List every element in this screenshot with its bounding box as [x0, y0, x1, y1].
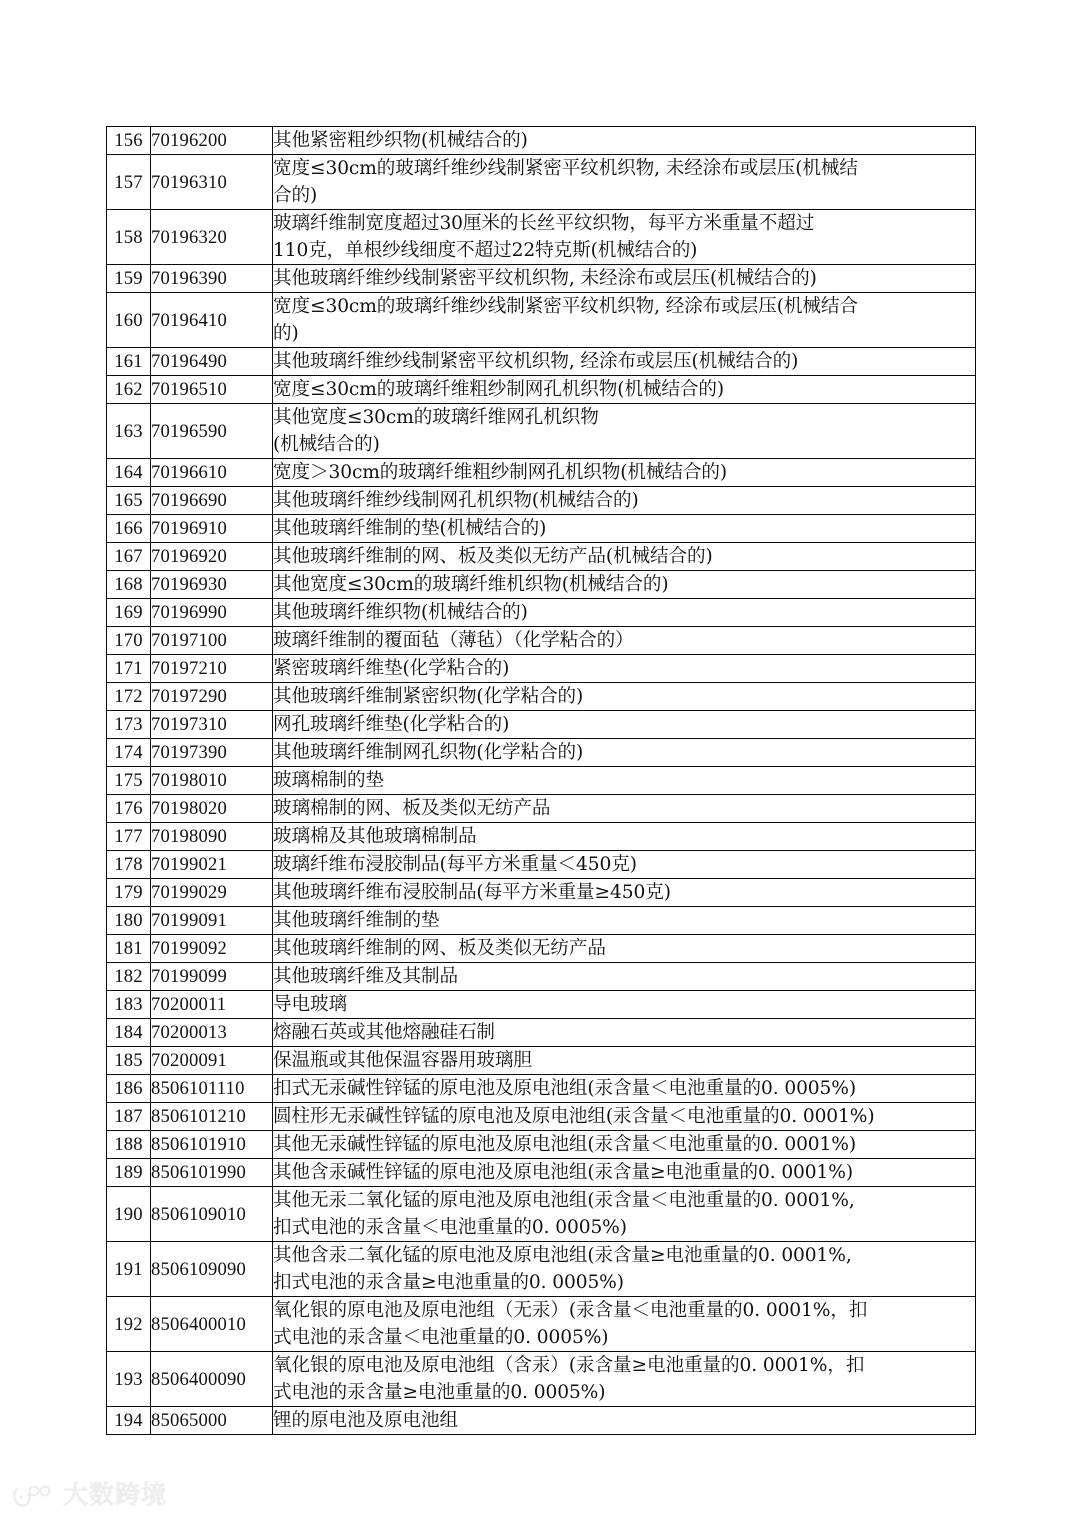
description-cell: [273, 991, 976, 1019]
description-cell: [273, 1242, 976, 1297]
description-cell: [273, 1352, 976, 1407]
description-line: 式电池的汞含量＜电池重量的0. 0005%): [273, 1327, 609, 1348]
row-index-cell: 166: [107, 515, 151, 543]
row-index-cell: 164: [107, 459, 151, 487]
table-row: [107, 1019, 976, 1047]
table-row: [107, 1297, 976, 1352]
table-row: [107, 823, 976, 851]
hs-code-cell: 8506101990: [151, 1159, 273, 1187]
description-line: 玻璃纤维布浸胶制品(每平方米重量＜450克): [273, 854, 637, 875]
row-index-cell: 188: [107, 1131, 151, 1159]
table-row: [107, 1187, 976, 1242]
row-index-cell: 165: [107, 487, 151, 515]
row-index-cell: 178: [107, 851, 151, 879]
row-index-cell: 163: [107, 404, 151, 459]
hs-code-cell: 70196410: [151, 293, 273, 348]
description-cell: [273, 293, 976, 348]
description-line: 其他玻璃纤维制的网、板及类似无纺产品: [273, 938, 606, 959]
row-index-cell: 160: [107, 293, 151, 348]
row-index-cell: 176: [107, 795, 151, 823]
row-index-cell: 186: [107, 1075, 151, 1103]
description-line: 玻璃纤维制宽度超过30厘米的长丝平纹织物，每平方米重量不超过: [273, 213, 815, 234]
description-line: 网孔玻璃纤维垫(化学粘合的): [273, 714, 510, 735]
hs-code-cell: 70199099: [151, 963, 273, 991]
row-index-cell: 191: [107, 1242, 151, 1297]
description-cell: [273, 739, 976, 767]
table-row: [107, 1075, 976, 1103]
description-cell: [273, 711, 976, 739]
hs-code-cell: 8506101110: [151, 1075, 273, 1103]
description-line: 玻璃棉及其他玻璃棉制品: [273, 826, 477, 847]
row-index-cell: 181: [107, 935, 151, 963]
description-cell: [273, 404, 976, 459]
hs-code-cell: 70197210: [151, 655, 273, 683]
hs-code-cell: 70196610: [151, 459, 273, 487]
table-row: [107, 935, 976, 963]
row-index-cell: 168: [107, 571, 151, 599]
hs-code-cell: 70200091: [151, 1047, 273, 1075]
description-line: 式电池的汞含量≥电池重量的0. 0005%): [273, 1382, 606, 1403]
description-line: 宽度≤30cm的玻璃纤维粗纱制网孔机织物(机械结合的): [273, 379, 724, 400]
hs-code-table-container: [106, 126, 975, 1435]
description-line: 宽度≤30cm的玻璃纤维纱线制紧密平纹机织物, 经涂布或层压(机械结合: [273, 296, 858, 317]
table-row: [107, 627, 976, 655]
hs-code-table: [106, 126, 976, 1435]
description-cell: [273, 935, 976, 963]
description-cell: [273, 627, 976, 655]
description-cell: [273, 265, 976, 293]
row-index-cell: 169: [107, 599, 151, 627]
table-row: [107, 1242, 976, 1297]
table-row: [107, 795, 976, 823]
description-line: 合的): [273, 185, 318, 206]
table-row: [107, 155, 976, 210]
description-line: 其他无汞二氧化锰的原电池及原电池组(汞含量＜电池重量的0. 0001%,: [273, 1190, 855, 1211]
table-row: [107, 851, 976, 879]
description-line: 其他玻璃纤维纱线制紧密平纹机织物, 经涂布或层压(机械结合的): [273, 351, 799, 372]
table-row: [107, 599, 976, 627]
description-cell: [273, 655, 976, 683]
row-index-cell: 158: [107, 210, 151, 265]
row-index-cell: 190: [107, 1187, 151, 1242]
description-cell: [273, 155, 976, 210]
table-row: [107, 404, 976, 459]
description-cell: [273, 487, 976, 515]
row-index-cell: 177: [107, 823, 151, 851]
hs-code-cell: 70196690: [151, 487, 273, 515]
table-row: [107, 655, 976, 683]
row-index-cell: 173: [107, 711, 151, 739]
row-index-cell: 183: [107, 991, 151, 1019]
row-index-cell: 185: [107, 1047, 151, 1075]
table-row: [107, 1407, 976, 1435]
description-line: 氧化银的原电池及原电池组（无汞）(汞含量＜电池重量的0. 0001%，扣: [273, 1300, 868, 1321]
hs-code-cell: 70196920: [151, 543, 273, 571]
description-cell: [273, 767, 976, 795]
description-cell: [273, 879, 976, 907]
description-line: 其他玻璃纤维制的垫: [273, 910, 440, 931]
row-index-cell: 184: [107, 1019, 151, 1047]
description-cell: [273, 795, 976, 823]
description-cell: [273, 1103, 976, 1131]
dashu-logo-icon: [12, 1482, 56, 1508]
hs-code-cell: 70198090: [151, 823, 273, 851]
hs-code-cell: 70197100: [151, 627, 273, 655]
watermark-text: 大数跨境: [63, 1480, 168, 1509]
table-row: [107, 1103, 976, 1131]
table-row: [107, 767, 976, 795]
table-row: [107, 907, 976, 935]
description-line: 熔融石英或其他熔融硅石制: [273, 1022, 495, 1043]
table-row: [107, 293, 976, 348]
hs-code-cell: 8506400010: [151, 1297, 273, 1352]
hs-code-cell: 8506109090: [151, 1242, 273, 1297]
hs-code-cell: 70196990: [151, 599, 273, 627]
description-line: 其他玻璃纤维纱线制网孔机织物(机械结合的): [273, 490, 639, 511]
hs-code-cell: 70199091: [151, 907, 273, 935]
table-row: [107, 739, 976, 767]
description-cell: [273, 127, 976, 155]
description-cell: [273, 1187, 976, 1242]
table-row: [107, 543, 976, 571]
description-line: 的): [273, 323, 299, 344]
hs-code-cell: 8506400090: [151, 1352, 273, 1407]
hs-code-cell: 8506101210: [151, 1103, 273, 1131]
description-line: 其他玻璃纤维纱线制紧密平纹机织物, 未经涂布或层压(机械结合的): [273, 268, 817, 289]
table-row: [107, 265, 976, 293]
description-cell: [273, 683, 976, 711]
hs-code-cell: 70196510: [151, 376, 273, 404]
row-index-cell: 167: [107, 543, 151, 571]
description-cell: [273, 1159, 976, 1187]
hs-code-cell: 70196490: [151, 348, 273, 376]
hs-code-cell: 70200011: [151, 991, 273, 1019]
description-line: 锂的原电池及原电池组: [273, 1410, 458, 1431]
watermark: [12, 1482, 167, 1508]
table-row: [107, 1047, 976, 1075]
hs-code-cell: 70196590: [151, 404, 273, 459]
row-index-cell: 172: [107, 683, 151, 711]
row-index-cell: 187: [107, 1103, 151, 1131]
hs-code-cell: 8506109010: [151, 1187, 273, 1242]
hs-code-cell: 70198010: [151, 767, 273, 795]
description-cell: [273, 348, 976, 376]
row-index-cell: 162: [107, 376, 151, 404]
row-index-cell: 180: [107, 907, 151, 935]
hs-code-cell: 70197390: [151, 739, 273, 767]
description-line: 其他玻璃纤维布浸胶制品(每平方米重量≥450克): [273, 882, 671, 903]
row-index-cell: 194: [107, 1407, 151, 1435]
description-line: 其他玻璃纤维织物(机械结合的): [273, 602, 528, 623]
description-line: 其他玻璃纤维制的垫(机械结合的): [273, 518, 547, 539]
row-index-cell: 189: [107, 1159, 151, 1187]
description-cell: [273, 1075, 976, 1103]
description-line: 其他玻璃纤维制网孔织物(化学粘合的): [273, 742, 584, 763]
description-cell: [273, 599, 976, 627]
description-cell: [273, 1047, 976, 1075]
row-index-cell: 157: [107, 155, 151, 210]
table-row: [107, 459, 976, 487]
hs-code-cell: 70196320: [151, 210, 273, 265]
description-line: 氧化银的原电池及原电池组（含汞）(汞含量≥电池重量的0. 0001%，扣: [273, 1355, 865, 1376]
table-row: [107, 348, 976, 376]
table-row: [107, 487, 976, 515]
row-index-cell: 159: [107, 265, 151, 293]
description-line: 其他含汞碱性锌锰的原电池及原电池组(汞含量≥电池重量的0. 0001%): [273, 1162, 853, 1183]
hs-code-cell: 85065000: [151, 1407, 273, 1435]
description-line: 其他无汞碱性锌锰的原电池及原电池组(汞含量＜电池重量的0. 0001%): [273, 1134, 856, 1155]
description-line: 玻璃棉制的网、板及类似无纺产品: [273, 798, 551, 819]
description-cell: [273, 543, 976, 571]
description-cell: [273, 851, 976, 879]
description-line: 其他紧密粗纱织物(机械结合的): [273, 130, 528, 151]
table-row: [107, 1352, 976, 1407]
hs-code-cell: 70196200: [151, 127, 273, 155]
row-index-cell: 171: [107, 655, 151, 683]
row-index-cell: 170: [107, 627, 151, 655]
table-row: [107, 571, 976, 599]
hs-code-cell: 70196310: [151, 155, 273, 210]
description-line: 保温瓶或其他保温容器用玻璃胆: [273, 1050, 532, 1071]
description-line: 宽度≤30cm的玻璃纤维纱线制紧密平纹机织物, 未经涂布或层压(机械结: [273, 158, 858, 179]
table-row: [107, 1159, 976, 1187]
description-line: 其他含汞二氧化锰的原电池及原电池组(汞含量≥电池重量的0. 0001%,: [273, 1245, 852, 1266]
hs-code-cell: 70197310: [151, 711, 273, 739]
description-line: (机械结合的): [273, 434, 380, 455]
description-line: 其他宽度≤30cm的玻璃纤维机织物(机械结合的): [273, 574, 669, 595]
table-row: [107, 515, 976, 543]
description-cell: [273, 1407, 976, 1435]
hs-code-cell: 70198020: [151, 795, 273, 823]
row-index-cell: 175: [107, 767, 151, 795]
description-line: 导电玻璃: [273, 994, 347, 1015]
table-row: [107, 683, 976, 711]
hs-code-cell: 70199029: [151, 879, 273, 907]
description-cell: [273, 1131, 976, 1159]
table-row: [107, 1131, 976, 1159]
table-row: [107, 879, 976, 907]
description-line: 扣式电池的汞含量≥电池重量的0. 0005%): [273, 1272, 624, 1293]
description-cell: [273, 210, 976, 265]
description-cell: [273, 963, 976, 991]
description-line: 扣式无汞碱性锌锰的原电池及原电池组(汞含量＜电池重量的0. 0005%): [273, 1078, 856, 1099]
row-index-cell: 179: [107, 879, 151, 907]
description-line: 其他玻璃纤维及其制品: [273, 966, 458, 987]
hs-code-cell: 70200013: [151, 1019, 273, 1047]
description-cell: [273, 571, 976, 599]
description-line: 玻璃纤维制的覆面毡（薄毡）（化学粘合的）: [273, 630, 634, 651]
description-cell: [273, 515, 976, 543]
row-index-cell: 174: [107, 739, 151, 767]
description-cell: [273, 459, 976, 487]
table-row: [107, 991, 976, 1019]
description-cell: [273, 1297, 976, 1352]
description-cell: [273, 1019, 976, 1047]
table-row: [107, 127, 976, 155]
hs-code-cell: 70196910: [151, 515, 273, 543]
hs-code-cell: 70196930: [151, 571, 273, 599]
description-line: 圆柱形无汞碱性锌锰的原电池及原电池组(汞含量＜电池重量的0. 0001%): [273, 1106, 875, 1127]
description-line: 110克，单根纱线细度不超过22特克斯(机械结合的): [273, 240, 698, 261]
hs-code-cell: 70199021: [151, 851, 273, 879]
description-line: 扣式电池的汞含量＜电池重量的0. 0005%): [273, 1217, 627, 1238]
row-index-cell: 161: [107, 348, 151, 376]
row-index-cell: 182: [107, 963, 151, 991]
table-row: [107, 210, 976, 265]
table-row: [107, 711, 976, 739]
table-row: [107, 376, 976, 404]
description-line: 宽度＞30cm的玻璃纤维粗纱制网孔机织物(机械结合的): [273, 462, 727, 483]
description-line: 玻璃棉制的垫: [273, 770, 384, 791]
description-line: 其他玻璃纤维制紧密织物(化学粘合的): [273, 686, 584, 707]
hs-code-cell: 70197290: [151, 683, 273, 711]
table-body: [107, 127, 976, 1435]
description-cell: [273, 376, 976, 404]
description-line: 其他宽度≤30cm的玻璃纤维网孔机织物: [273, 407, 599, 428]
description-line: 其他玻璃纤维制的网、板及类似无纺产品(机械结合的): [273, 546, 713, 567]
description-cell: [273, 823, 976, 851]
row-index-cell: 156: [107, 127, 151, 155]
hs-code-cell: 70196390: [151, 265, 273, 293]
hs-code-cell: 70199092: [151, 935, 273, 963]
description-line: 紧密玻璃纤维垫(化学粘合的): [273, 658, 510, 679]
table-row: [107, 963, 976, 991]
hs-code-cell: 8506101910: [151, 1131, 273, 1159]
description-cell: [273, 907, 976, 935]
row-index-cell: 193: [107, 1352, 151, 1407]
row-index-cell: 192: [107, 1297, 151, 1352]
